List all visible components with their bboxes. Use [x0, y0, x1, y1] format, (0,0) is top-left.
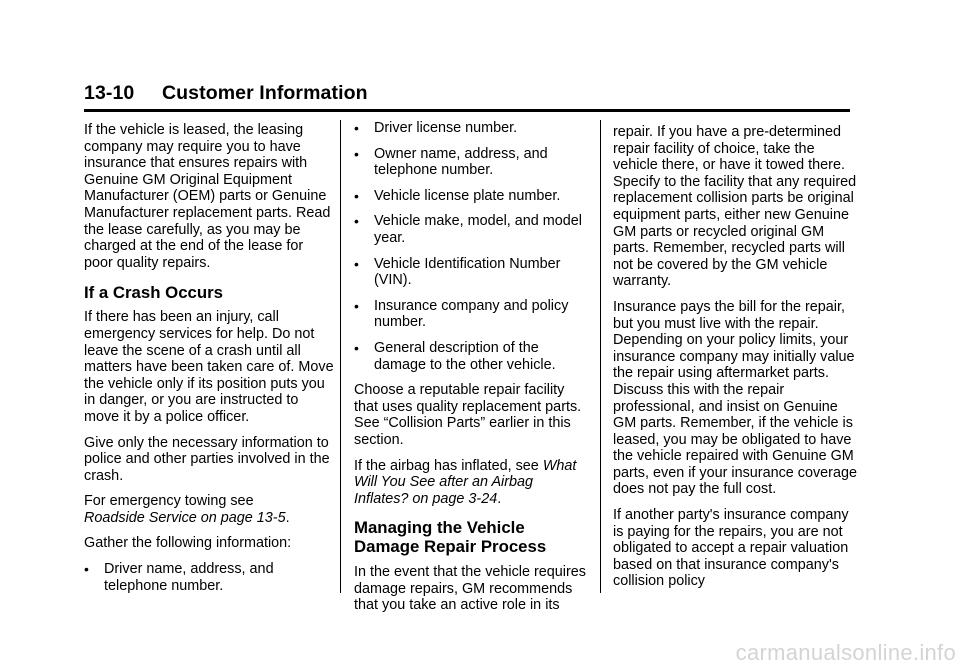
list-item: [354, 146, 590, 179]
list-item: [354, 188, 590, 205]
column-2: [354, 120, 590, 614]
towing-period: .: [285, 509, 290, 526]
paragraph-predetermined-facility: repair. If you have a pre-determined repair facility of choice, take the vehicle there, or have it towed there. Specify to the facility that any required replacement collision parts be original equipment parts, either new Genuine GM parts or recycled original GM parts. Remember, recycled parts will not be covered by the GM vehicle warranty.: [613, 124, 857, 290]
list-item-text: Vehicle make, model, and model year.: [374, 213, 582, 246]
paragraph-towing: [84, 493, 334, 526]
bullet-icon: •: [354, 339, 359, 356]
list-item-text: General description of the damage to the other vehicle.: [374, 339, 556, 373]
roadside-service-link[interactable]: Roadside Service on page 13-5: [84, 509, 286, 526]
watermark: carmanualsonline.info: [735, 640, 956, 665]
list-item: [354, 213, 590, 246]
column-3: [613, 124, 857, 590]
list-item-text: Driver license number.: [374, 120, 518, 136]
towing-text: For emergency towing see: [84, 493, 254, 510]
paragraph-lease: If the vehicle is leased, the leasing company may require you to have insurance that ensures repairs with Genuine GM Original Equipment Manufacturer (OEM) parts or Genuine Manufacturer replacement parts. Read the lease carefully, as you may be charged at the end of the lease for poor quality repairs.: [84, 122, 331, 271]
paragraph-airbag: [354, 458, 590, 508]
bullet-icon: •: [84, 561, 89, 578]
airbag-link[interactable]: What Will You See after an Airbag Inflates? on page 3-24: [354, 457, 577, 507]
column-divider-1: [340, 120, 341, 593]
bullet-icon: •: [354, 255, 359, 272]
list-item-text: Driver name, address, and telephone number.: [104, 561, 274, 594]
column-1: [84, 122, 334, 594]
list-item-text: Vehicle Identification Number (VIN).: [374, 255, 561, 289]
bullet-icon: •: [354, 120, 359, 136]
airbag-text: If the airbag has inflated, see: [354, 457, 539, 474]
heading-managing-repair: Managing the Vehicle Damage Repair Process: [354, 518, 547, 557]
page-header: [84, 80, 850, 106]
header-rule: [84, 109, 850, 112]
paragraph-active-role: In the event that the vehicle requires damage repairs, GM recommends that you take an active role in its: [354, 564, 586, 614]
bullet-icon: •: [354, 187, 359, 204]
list-item: [354, 256, 590, 289]
list-item: [354, 120, 590, 137]
paragraph-insurance-pays: Insurance pays the bill for the repair, but you must live with the repair. Depending on your policy limits, your insurance company may initially value the repair using aftermarket parts. Discuss this with the repair professional, and insist on Genuine GM parts. Remember, if the vehicle is leased, you may be obligated to have the vehicle repaired with Genuine GM parts, even if your insurance coverage does not pay the full cost.: [613, 298, 857, 498]
paragraph-necessary-info: Give only the necessary information to police and other parties involved in the crash.: [84, 434, 330, 484]
list-item: [354, 298, 590, 331]
list-item: [84, 561, 334, 594]
list-item: [354, 340, 590, 373]
airbag-period: .: [497, 490, 502, 507]
paragraph-gather: Gather the following information:: [84, 535, 292, 552]
paragraph-repair-facility: Choose a reputable repair facility that uses quality replacement parts. See “Collision Parts” earlier in this section.: [354, 382, 582, 448]
bullet-icon: •: [354, 297, 359, 314]
list-item-text: Vehicle license plate number.: [374, 187, 561, 204]
list-item-text: Owner name, address, and telephone number.: [374, 145, 548, 179]
heading-crash: If a Crash Occurs: [84, 283, 223, 303]
paragraph-another-party: If another party's insurance company is paying for the repairs, you are not obligated to accept a repair valuation based on that insurance company's collision policy: [613, 507, 849, 590]
page-title: 13-10 Customer Information: [84, 82, 368, 104]
column-divider-2: [600, 120, 601, 593]
list-item-text: Insurance company and policy number.: [374, 297, 569, 331]
paragraph-injury: If there has been an injury, call emergency services for help. Do not leave the scene of a crash until all matters have been taken care of. Move the vehicle only if its position puts you in danger, or you are instructed to move it by a police officer.: [84, 309, 334, 425]
bullet-icon: •: [354, 145, 359, 162]
bullet-icon: •: [354, 213, 359, 230]
